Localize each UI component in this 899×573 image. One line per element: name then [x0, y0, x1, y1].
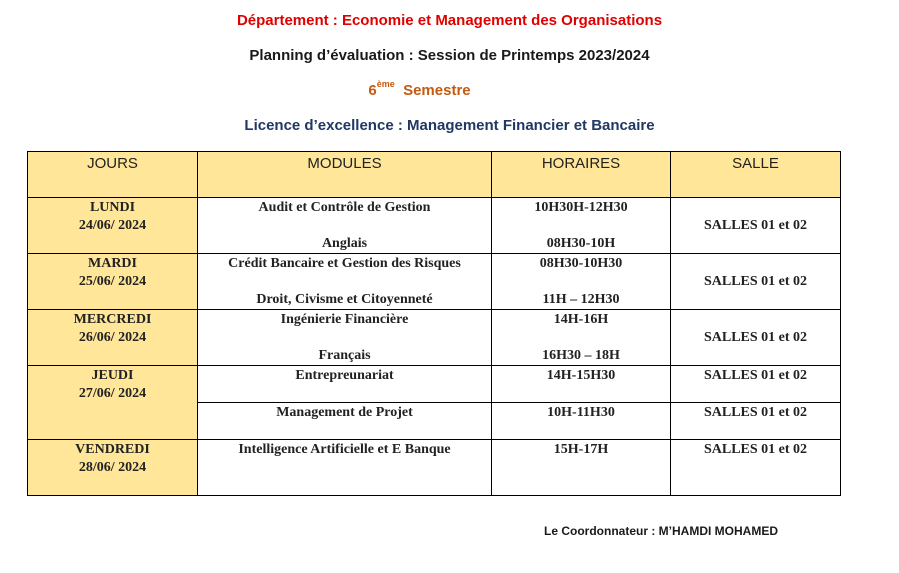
table-row [28, 198, 841, 254]
planning-title: Planning d’évaluation : Session de Printemps 2023/2024 [249, 47, 650, 64]
room-cell: SALLES 01 et 02 [671, 310, 841, 366]
module-cell: Management de Projet [198, 403, 492, 440]
day-date: 26/06/ 2024 [78, 330, 147, 345]
licence-title: Licence d’excellence : Management Financier et Bancaire [244, 117, 655, 134]
coordinator-signature: Le Coordonnateur : M’HAMDI MOHAMED [544, 524, 778, 538]
time-slot: 08H30-10H30 [539, 256, 623, 271]
time-slot: 16H30 – 18H [542, 348, 620, 363]
column-header-salle: SALLE [671, 152, 841, 198]
time-cell: 10H-11H30 [492, 403, 671, 440]
room-cell: SALLES 01 et 02 [671, 403, 841, 440]
modules-cell [198, 198, 492, 254]
day-cell [28, 254, 198, 310]
modules-cell [198, 310, 492, 366]
times-cell [492, 310, 671, 366]
module-cell: Intelligence Artificielle et E Banque [198, 440, 492, 496]
semester-title [0, 79, 869, 99]
day-cell [28, 198, 198, 254]
room-cell: SALLES 01 et 02 [671, 198, 841, 254]
time-cell: 15H-17H [492, 440, 671, 496]
day-name: MERCREDI [73, 312, 152, 327]
module-name: Audit et Contrôle de Gestion [258, 200, 431, 215]
module-cell: Entrepreunariat [198, 366, 492, 403]
day-cell [28, 440, 198, 496]
time-cell: 14H-15H30 [492, 366, 671, 403]
table-row [28, 366, 841, 403]
day-name: VENDREDI [75, 442, 150, 457]
day-name: JEUDI [91, 368, 134, 383]
column-header-horaires: HORAIRES [492, 152, 671, 198]
room-cell: SALLES 01 et 02 [671, 366, 841, 403]
schedule-table [27, 151, 841, 496]
day-date: 27/06/ 2024 [78, 386, 147, 401]
day-cell [28, 310, 198, 366]
semester-number: 6 [368, 82, 377, 99]
department-title: Département : Economie et Management des Organisations [236, 12, 663, 29]
module-name: Ingénierie Financière [280, 312, 409, 327]
day-cell [28, 366, 198, 440]
day-date: 25/06/ 2024 [78, 274, 147, 289]
room-cell: SALLES 01 et 02 [671, 440, 841, 496]
time-slot: 10H30H-12H30 [534, 200, 628, 215]
table-row [28, 310, 841, 366]
table-row [28, 254, 841, 310]
modules-cell [198, 254, 492, 310]
column-header-modules: MODULES [198, 152, 492, 198]
day-date: 28/06/ 2024 [78, 460, 147, 475]
module-name: Anglais [321, 236, 368, 251]
module-name: Français [318, 348, 371, 363]
day-name: MARDI [88, 256, 137, 271]
day-name: LUNDI [89, 200, 136, 215]
table-row [28, 440, 841, 496]
module-name: Droit, Civisme et Citoyenneté [256, 292, 433, 307]
table-header-row [28, 152, 841, 198]
times-cell [492, 198, 671, 254]
column-header-jours: JOURS [28, 152, 198, 198]
room-cell: SALLES 01 et 02 [671, 254, 841, 310]
times-cell [492, 254, 671, 310]
time-slot: 11H – 12H30 [542, 292, 620, 307]
time-slot: 08H30-10H [546, 236, 616, 251]
time-slot: 14H-16H [553, 312, 609, 327]
semester-word: Semestre [403, 82, 471, 99]
day-date: 24/06/ 2024 [78, 218, 147, 233]
module-name: Crédit Bancaire et Gestion des Risques [228, 256, 461, 271]
semester-suffix: ème [376, 79, 395, 89]
